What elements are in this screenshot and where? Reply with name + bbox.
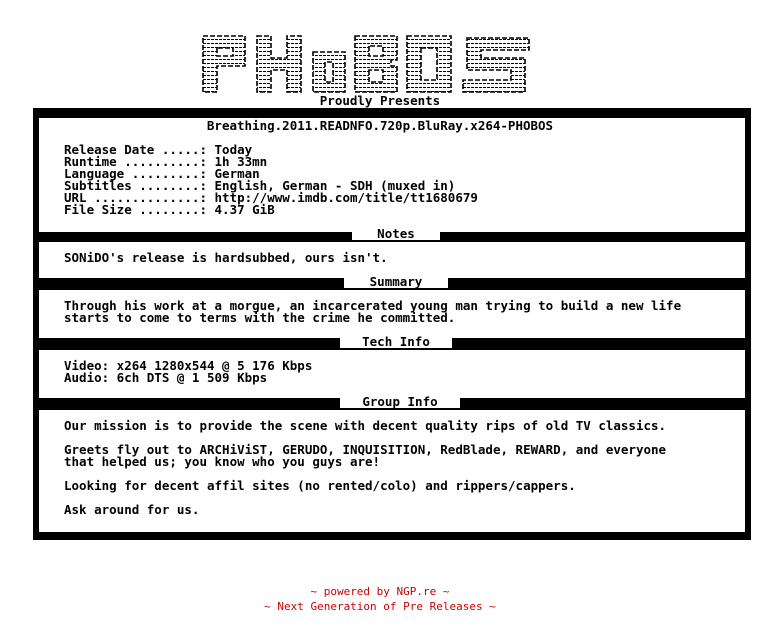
section-title-group: Group Info <box>340 396 460 408</box>
section-title-tech: Tech Info <box>340 336 452 348</box>
info-runtime: Runtime ..........: 1h 33mn <box>64 154 268 169</box>
tech-video: Video: x264 1280x544 @ 5 176 Kbps <box>64 358 313 373</box>
section-title-notes: Notes <box>352 228 440 240</box>
footer-tagline: ~ Next Generation of Pre Releases ~ <box>264 600 496 613</box>
info-subtitles: Subtitles ........: English, German - SDH (muxed in) <box>64 178 456 193</box>
notes-line: SONiDO's release is hardsubbed, ours isn't. <box>64 250 388 265</box>
section-title-summary: Summary <box>344 276 448 288</box>
summary-line-2: starts to come to terms with the crime he committed. <box>64 310 456 325</box>
footer-powered-by: ~ powered by NGP.re ~ <box>310 585 450 598</box>
tech-audio: Audio: 6ch DTS @ 1 509 Kbps <box>64 370 268 385</box>
presents-line: Proudly Presents <box>319 93 441 108</box>
release-name: Breathing.2011.READNFO.720p.BluRay.x264-PHOBOS <box>206 118 554 133</box>
group-line-3: Greets fly out to ARCHiViST, GERUDO, INQUISITION, RedBlade, REWARD, and everyone <box>64 442 667 457</box>
summary-line-1: Through his work at a morgue, an incarcerated young man trying to build a new life <box>64 298 682 313</box>
info-language: Language .........: German <box>64 166 260 181</box>
phobos-logo <box>195 30 540 96</box>
info-url: URL ..............: http://www.imdb.com/title/tt1680679 <box>64 190 478 205</box>
group-line-4: that helped us; you know who you guys are! <box>64 454 381 469</box>
group-line-6: Looking for decent affil sites (no rented/colo) and rippers/cappers. <box>64 478 576 493</box>
group-line-8: Ask around for us. <box>64 502 200 517</box>
corner-tl <box>33 108 47 116</box>
corner-tr <box>737 108 751 116</box>
group-line-1: Our mission is to provide the scene with decent quality rips of old TV classics. <box>64 418 667 433</box>
info-file-size: File Size ........: 4.37 GiB <box>64 202 275 217</box>
info-release-date: Release Date .....: Today <box>64 142 253 157</box>
